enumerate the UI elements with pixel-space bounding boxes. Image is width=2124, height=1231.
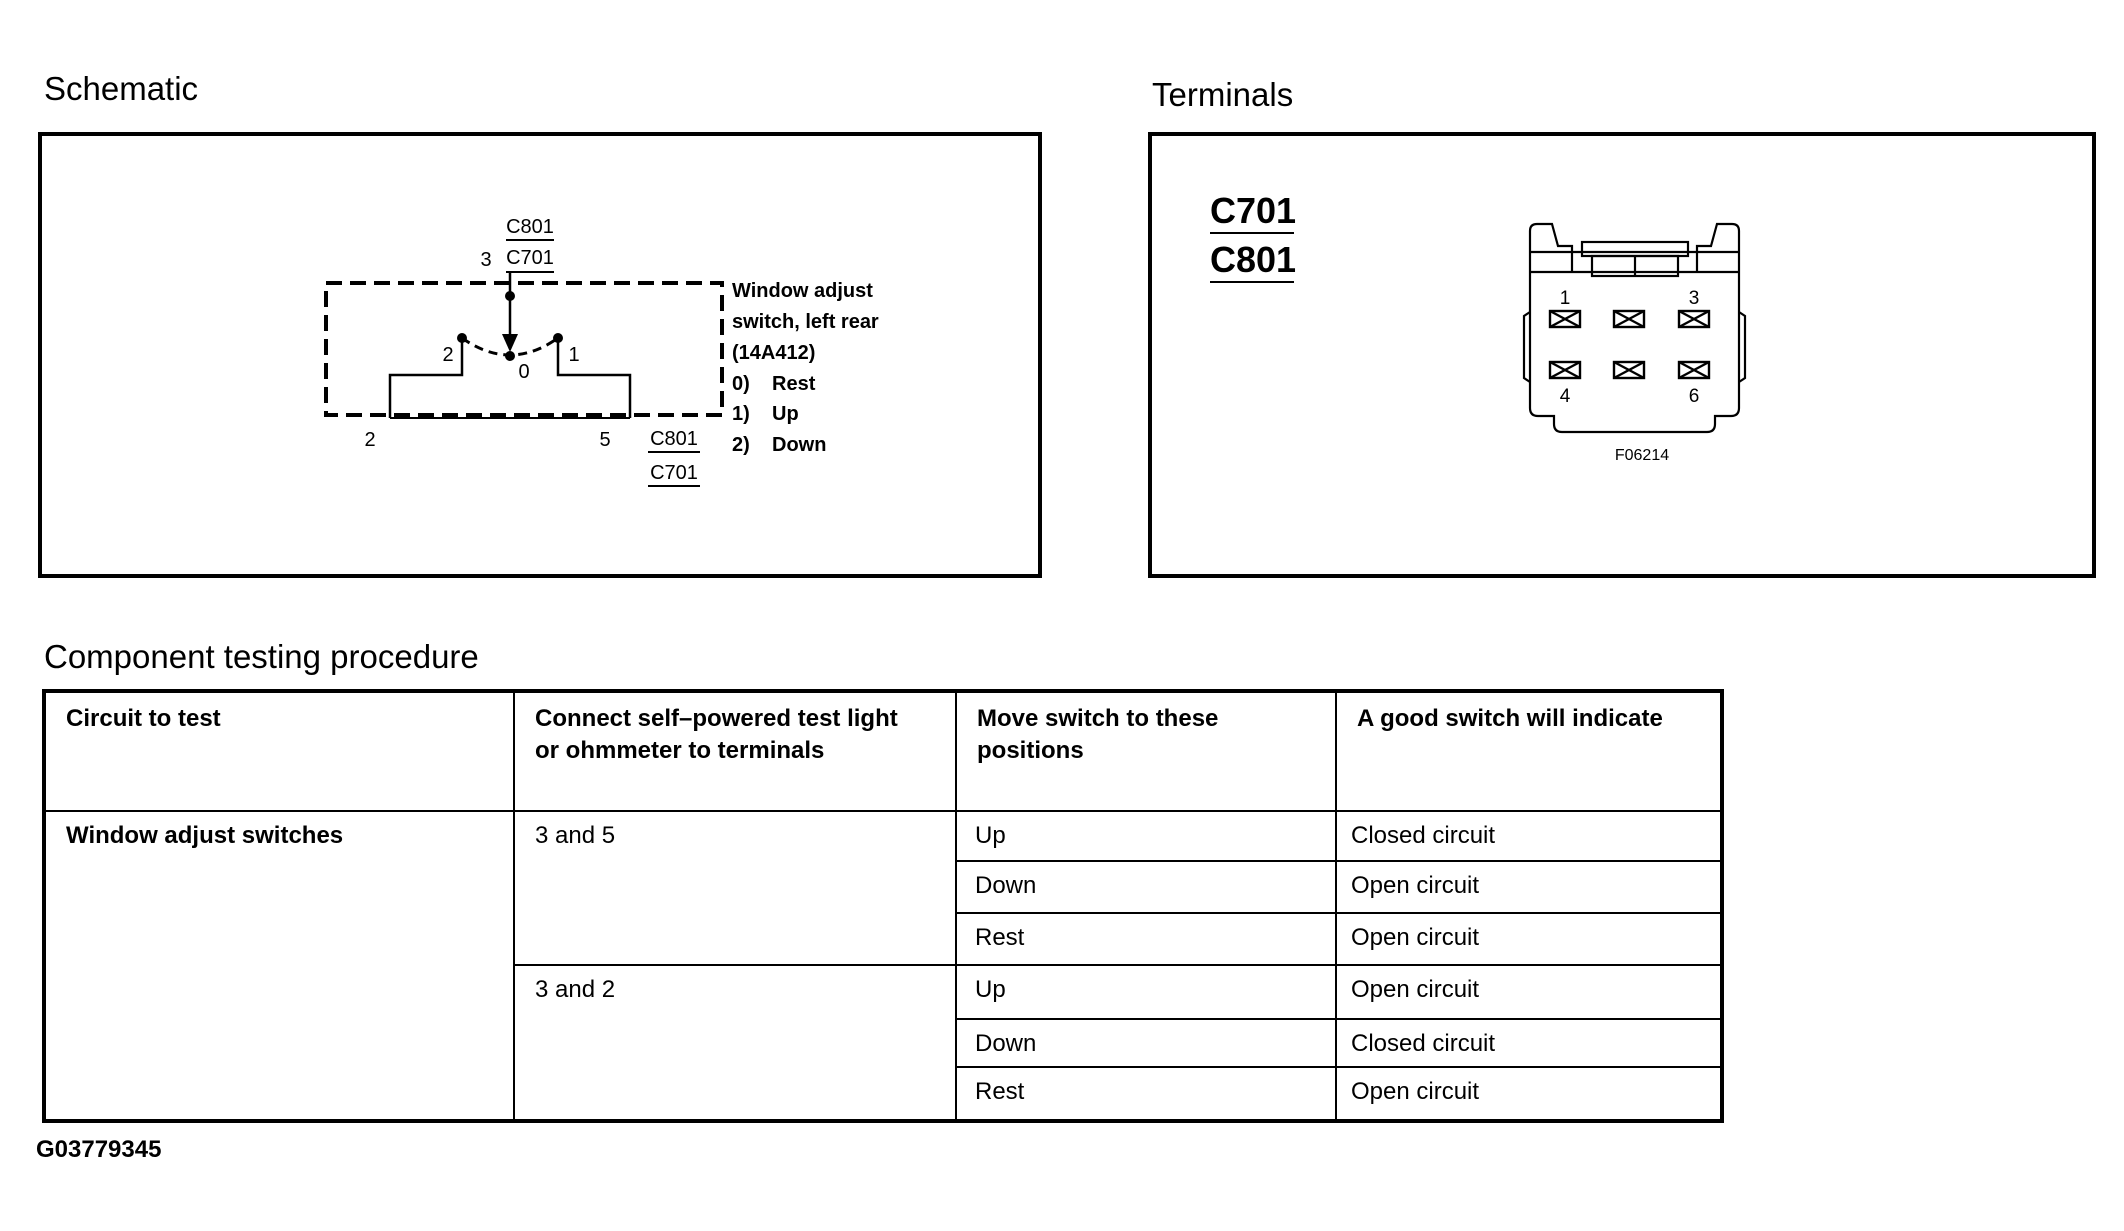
pin-label-6: 6: [1688, 386, 1700, 407]
position-cell: Up: [956, 811, 1336, 861]
header-result: A good switch will indicate: [1336, 691, 1722, 811]
terminals-figure-code: F06214: [1614, 447, 1670, 464]
header-positions-line-2: positions: [977, 737, 1084, 764]
procedure-table: [42, 689, 1724, 1123]
result-cell: Closed circuit: [1336, 811, 1722, 861]
position-0-name: Rest: [772, 373, 816, 395]
position-cell: Up: [956, 965, 1336, 1019]
terminal-2-label: 2: [364, 429, 376, 451]
schematic-diagram: [42, 136, 1038, 574]
position-2-num: 2): [732, 434, 750, 456]
connector-label-c801: C801: [1210, 239, 1297, 280]
schematic-panel: [38, 132, 1042, 578]
figure-code: G03779345: [36, 1136, 162, 1163]
header-terminals: [514, 691, 956, 811]
connector-top-upper: C801: [506, 216, 554, 238]
connector-label-c701: C701: [1210, 190, 1297, 231]
position-cell: Rest: [956, 1067, 1336, 1121]
component-label-line-2: switch, left rear: [732, 311, 879, 333]
position-cell: Down: [956, 1019, 1336, 1067]
common-dot: [505, 291, 515, 301]
terminals-panel: [1148, 132, 2096, 578]
position-cell: Rest: [956, 913, 1336, 965]
pin-0-label: 0: [518, 361, 530, 383]
position-1-name: Up: [772, 403, 799, 425]
terminals-cell: 3 and 2: [514, 965, 956, 1121]
terminals-title: Terminals: [1152, 76, 1294, 113]
terminals-cell: 3 and 5: [514, 811, 956, 965]
terminal-cavities: [1550, 311, 1709, 378]
pin-label-1: 1: [1559, 288, 1571, 309]
schematic-title: Schematic: [44, 70, 199, 107]
terminal-5-label: 5: [599, 429, 611, 451]
pin-1-label: 1: [568, 344, 580, 366]
table-header-row: [44, 691, 1722, 811]
switch-housing: [326, 283, 722, 415]
connector-bottom-lower: C701: [650, 462, 698, 484]
pin-label-4: 4: [1559, 386, 1571, 407]
header-positions: [956, 691, 1336, 811]
position-2-name: Down: [772, 434, 827, 456]
result-cell: Open circuit: [1336, 913, 1722, 965]
header-circuit: Circuit to test: [44, 691, 514, 811]
connector-top-lower: C701: [506, 247, 554, 269]
result-cell: Open circuit: [1336, 861, 1722, 913]
position-cell: Down: [956, 861, 1336, 913]
header-positions-line-1: Move switch to these: [977, 705, 1219, 732]
terminals-diagram: [1152, 136, 2092, 574]
header-terminals-line-2: or ohmmeter to terminals: [535, 737, 825, 764]
procedure-title: Component testing procedure: [44, 638, 479, 675]
pin-3-label: 3: [480, 249, 492, 271]
result-cell: Open circuit: [1336, 965, 1722, 1019]
pin-label-3: 3: [1688, 288, 1700, 309]
connector-bottom-upper: C801: [650, 428, 698, 450]
contact-arrow: [502, 334, 518, 352]
table-row: [44, 811, 1722, 861]
result-cell: Open circuit: [1336, 1067, 1722, 1121]
header-terminals-line-1: Connect self–powered test light: [535, 705, 898, 732]
position-1-num: 1): [732, 403, 750, 425]
component-label-line-3: (14A412): [732, 342, 816, 364]
component-label-line-1: Window adjust: [732, 280, 873, 302]
pin-2-label: 2: [442, 344, 454, 366]
circuit-cell: Window adjust switches: [44, 811, 514, 1121]
result-cell: Closed circuit: [1336, 1019, 1722, 1067]
position-0-num: 0): [732, 373, 750, 395]
